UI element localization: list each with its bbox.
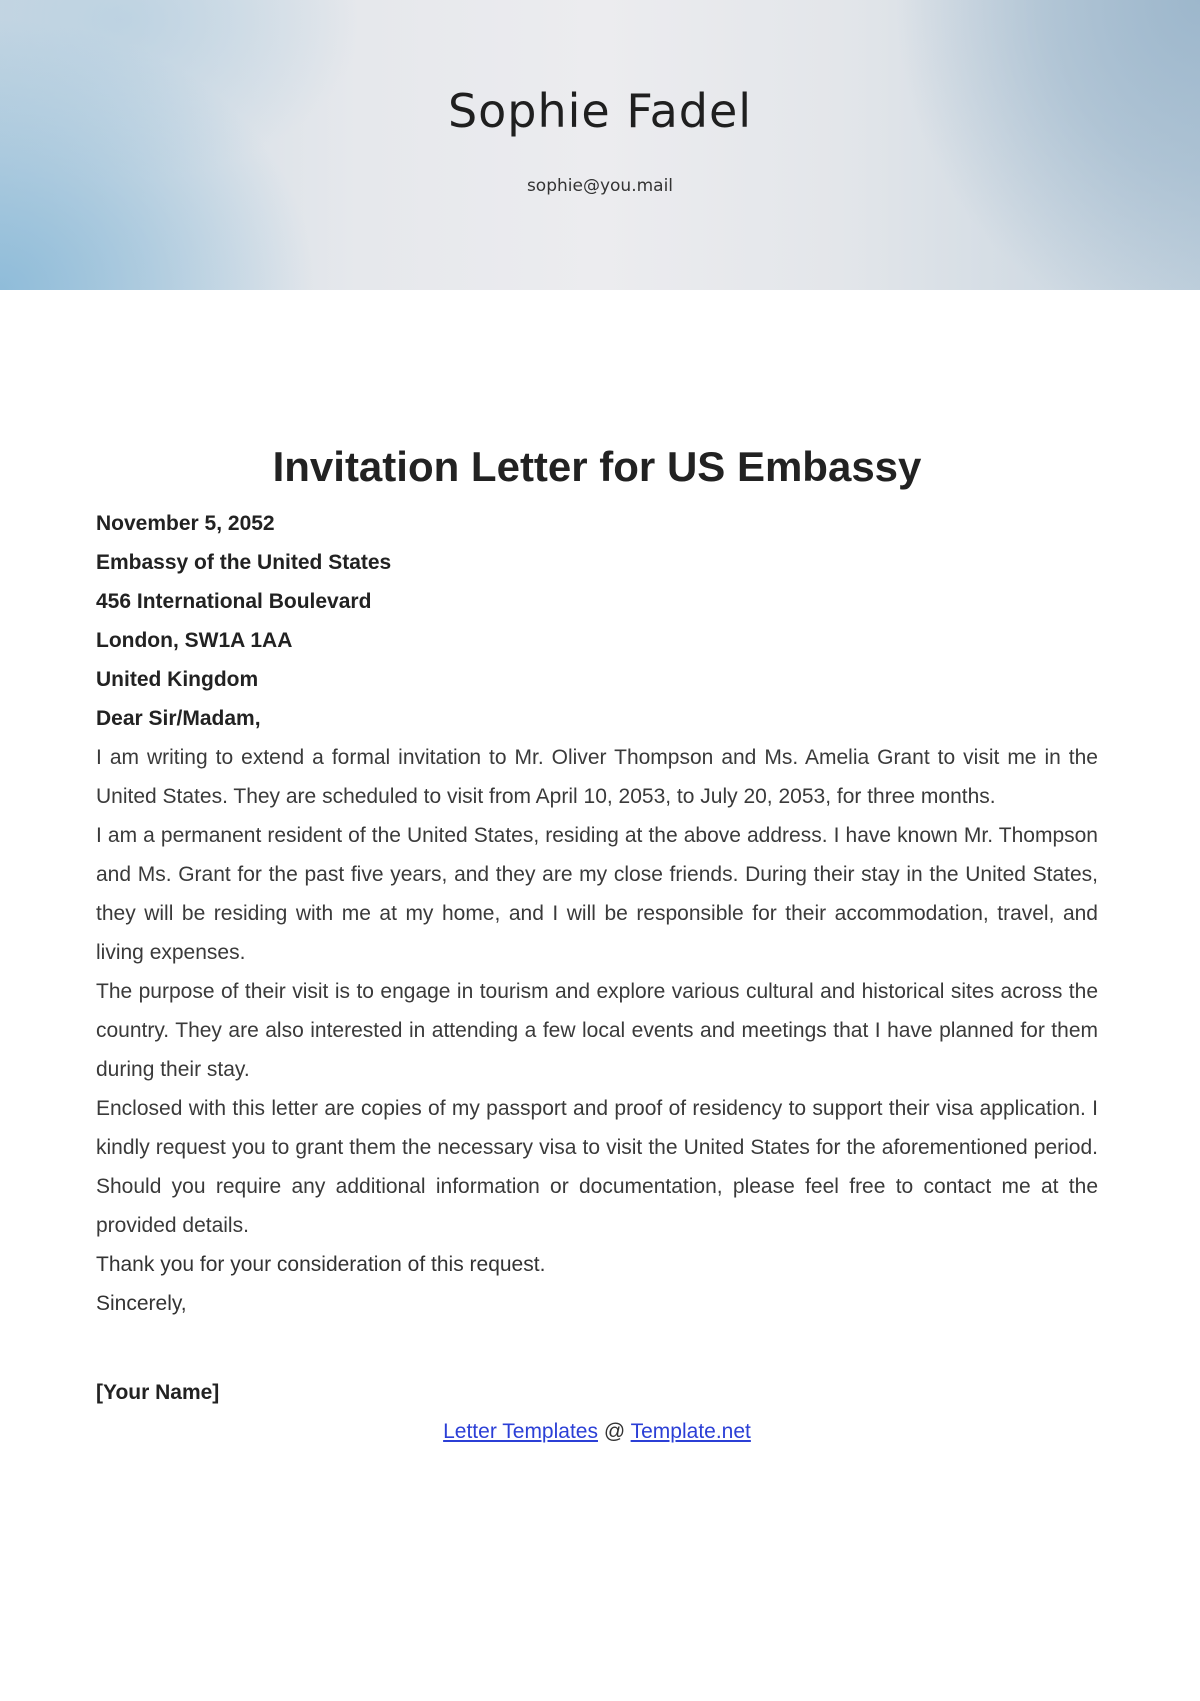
footer-credit [96, 1412, 1098, 1451]
letter-date: November 5, 2052 [96, 512, 275, 535]
template-net-link[interactable]: Template.net [630, 1420, 751, 1443]
footer-separator: @ [603, 1420, 626, 1443]
sender-email: sophie@you.mail [526, 176, 674, 196]
closing-line: Sincerely, [96, 1292, 187, 1315]
letter-body [96, 440, 1098, 1451]
paragraph-2: I am a permanent resident of the United States, residing at the above address. I have known Mr. Thompson and Ms. Grant for the past five years, and they are my close friends. During their stay in the United States, they will be residing with me at my home, and I will be responsible for their accommodation, travel, and living expenses. [96, 824, 1098, 964]
letterhead-banner [0, 0, 1200, 290]
recipient-line-4: United Kingdom [96, 668, 259, 691]
paragraph-3: The purpose of their visit is to engage in tourism and explore various cultural and historical sites across the country. They are also interested in attending a few local events and meetings that I have planned for them during their stay. [96, 980, 1098, 1081]
letter-templates-link[interactable]: Letter Templates [443, 1420, 598, 1443]
salutation: Dear Sir/Madam, [96, 707, 261, 730]
paragraph-4: Enclosed with this letter are copies of my passport and proof of residency to support their visa application. I kindly request you to grant them the necessary visa to visit the United States for the aforementioned period. Should you require any additional information or documentation, please feel free to contact me at the provided details. [96, 1097, 1098, 1237]
signature-name: [Your Name] [96, 1381, 220, 1404]
paragraph-1: I am writing to extend a formal invitation to Mr. Oliver Thompson and Ms. Amelia Grant to visit me in the United States. They are scheduled to visit from April 10, 2053, to July 20, 2053, for three months. [96, 746, 1098, 808]
letter-title: Invitation Letter for US Embassy [272, 443, 922, 490]
sender-name: Sophie Fadel [447, 84, 753, 138]
signature-space [96, 1323, 1098, 1373]
thanks-line: Thank you for your consideration of this request. [96, 1253, 546, 1276]
recipient-line-2: 456 International Boulevard [96, 590, 372, 613]
recipient-line-3: London, SW1A 1AA [96, 629, 293, 652]
recipient-line-1: Embassy of the United States [96, 551, 392, 574]
